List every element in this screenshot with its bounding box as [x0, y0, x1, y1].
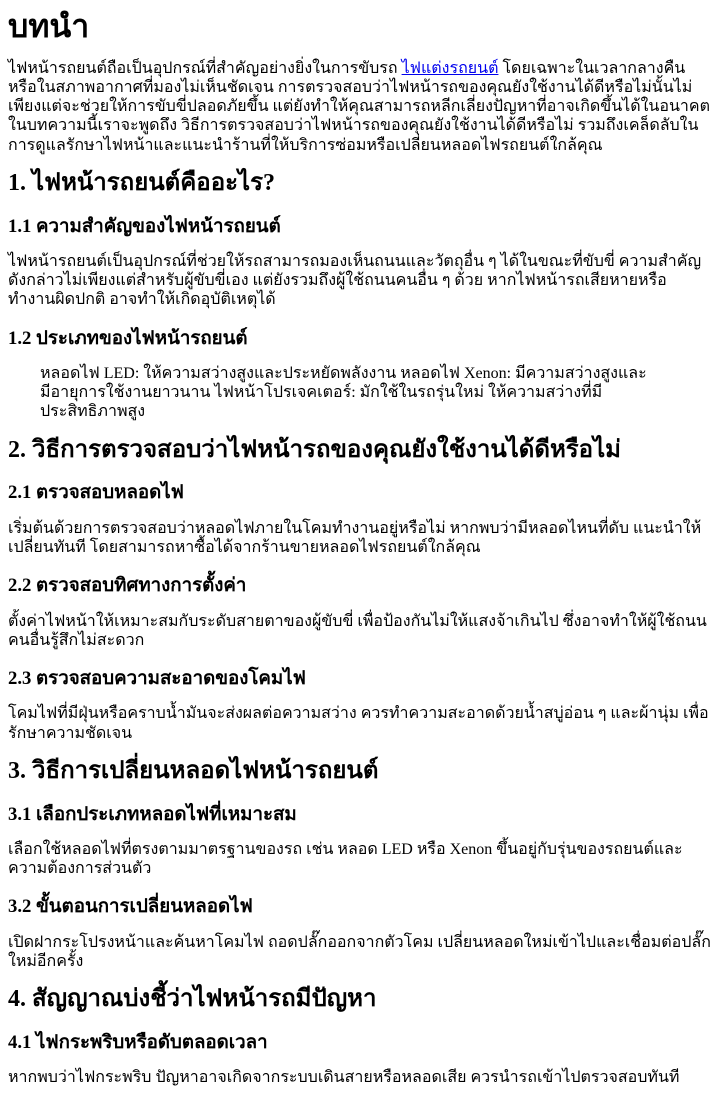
section-3-1-heading: 3.1 เลือกประเภทหลอดไฟที่เหมาะสม	[8, 803, 297, 825]
section-2	[8, 436, 712, 743]
section-2-1-heading: 2.1 ตรวจสอบหลอดไฟ	[8, 482, 184, 504]
section-3-2-paragraph: เปิดฝากระโปรงหน้าและค้นหาโคมไฟ ถอดปลั๊กออกจากตัวโคม เปลี่ยนหลอดใหม่เข้าไปและเชื่อมต่อปลั๊กใหม่อีกครั้ง	[8, 933, 711, 970]
section-1-1-paragraph: ไฟหน้ารถยนต์เป็นอุปกรณ์ที่ช่วยให้รถสามารถมองเห็นถนนและวัตถุอื่น ๆ ได้ในขณะที่ขับขี่ ความสำคัญดังกล่าวไม่เพียงแต่สำหรับผู้ขับขี่เอง แต่ยังรวมถึงผู้ใช้ถนนคนอื่น ๆ ด้วย หากไฟหน้ารถเสียหายหรือทำงานผิดปกติ อาจทำให้เกิดอุบัติเหตุได้	[8, 252, 702, 309]
section-4-heading: 4. สัญญาณบ่งชี้ว่าไฟหน้ารถมีปัญหา	[8, 986, 377, 1013]
section-2-2-paragraph: ตั้งค่าไฟหน้าให้เหมาะสมกับระดับสายตาของผู้ขับขี่ เพื่อป้องกันไม่ให้แสงจ้าเกินไป ซึ่งอาจทำให้ผู้ใช้ถนนคนอื่นรู้สึกไม่สะดวก	[8, 612, 707, 649]
section-2-heading: 2. วิธีการตรวจสอบว่าไฟหน้ารถของคุณยังใช้งานได้ดีหรือไม่	[8, 436, 621, 463]
section-2-3-heading: 2.3 ตรวจสอบความสะอาดของโคมไฟ	[8, 667, 306, 689]
section-1-2-heading: 1.2 ประเภทของไฟหน้ารถยนต์	[8, 327, 248, 349]
intro-heading: บทนำ	[8, 8, 90, 44]
section-3-2-heading: 3.2 ขั้นตอนการเปลี่ยนหลอดไฟ	[8, 896, 253, 918]
intro-text-before-link: ไฟหน้ารถยนต์ถือเป็นอุปกรณ์ที่สำคัญอย่างยิ่งในการขับรถ	[8, 59, 402, 77]
section-1-heading: 1. ไฟหน้ารถยนต์คืออะไร?	[8, 169, 275, 196]
section-1-1-heading: 1.1 ความสำคัญของไฟหน้ารถยนต์	[8, 215, 281, 237]
section-2-2-heading: 2.2 ตรวจสอบทิศทางการตั้งค่า	[8, 575, 247, 597]
bulb-types-quote: หลอดไฟ LED: ให้ความสว่างสูงและประหยัดพลังงาน หลอดไฟ Xenon: มีความสว่างสูงและมีอายุการใช้งานยาวนาน ไฟหน้าโปรเจคเตอร์: มักใช้ในรถรุ่นใหม่ ให้ความสว่างที่มีประสิทธิภาพสูง	[40, 364, 647, 421]
section-4-1-heading: 4.1 ไฟกระพริบหรือดับตลอดเวลา	[8, 1031, 268, 1053]
section-3	[8, 757, 712, 971]
section-1	[8, 169, 712, 422]
section-4	[8, 985, 712, 1087]
section-2-1-paragraph: เริ่มต้นด้วยการตรวจสอบว่าหลอดไฟภายในโคมทำงานอยู่หรือไม่ หากพบว่ามีหลอดไหนที่ดับ แนะนำให้เปลี่ยนทันที โดยสามารถหาซื้อได้จากร้านขายหลอดไฟรถยนต์ใกล้คุณ	[8, 519, 702, 556]
section-3-1-paragraph: เลือกใช้หลอดไฟที่ตรงตามมาตรฐานของรถ เช่น หลอด LED หรือ Xenon ขึ้นอยู่กับรุ่นของรถยนต์และความต้องการส่วนตัว	[8, 841, 683, 878]
section-4-1-paragraph: หากพบว่าไฟกระพริบ ปัญหาอาจเกิดจากระบบเดินสายหรือหลอดเสีย ควรนำรถเข้าไปตรวจสอบทันที	[8, 1069, 680, 1087]
intro-text-after-link: โดยเฉพาะในเวลากลางคืนหรือในสภาพอากาศที่มองไม่เห็นชัดเจน การตรวจสอบว่าไฟหน้ารถของคุณยังใช้งานได้ดีหรือไม่นั้นไม่เพียงแต่จะช่วยให้การขับขี่ปลอดภัยขึ้น แต่ยังทำให้คุณสามารถหลีกเลี่ยงปัญหาที่อาจเกิดขึ้นได้ในอนาคต ในบทความนี้เราจะพูดถึง วิธีการตรวจสอบว่าไฟหน้ารถของคุณยังใช้งานได้ดีหรือไม่ รวมถึงเคล็ดลับในการดูแลรักษาไฟหน้าและแนะนำร้านที่ให้บริการซ่อมหรือเปลี่ยนหลอดไฟรถยนต์ใกล้คุณ	[8, 59, 710, 154]
article	[8, 8, 712, 1088]
car-lights-link[interactable]: ไฟแต่งรถยนต์	[401, 59, 499, 77]
section-2-3-paragraph: โคมไฟที่มีฝุ่นหรือคราบน้ำมันจะส่งผลต่อความสว่าง ควรทำความสะอาดด้วยน้ำสบู่อ่อน ๆ และผ้านุ่ม เพื่อรักษาความชัดเจน	[8, 705, 709, 742]
section-3-heading: 3. วิธีการเปลี่ยนหลอดไฟหน้ารถยนต์	[8, 757, 379, 784]
intro-paragraph	[8, 59, 712, 155]
